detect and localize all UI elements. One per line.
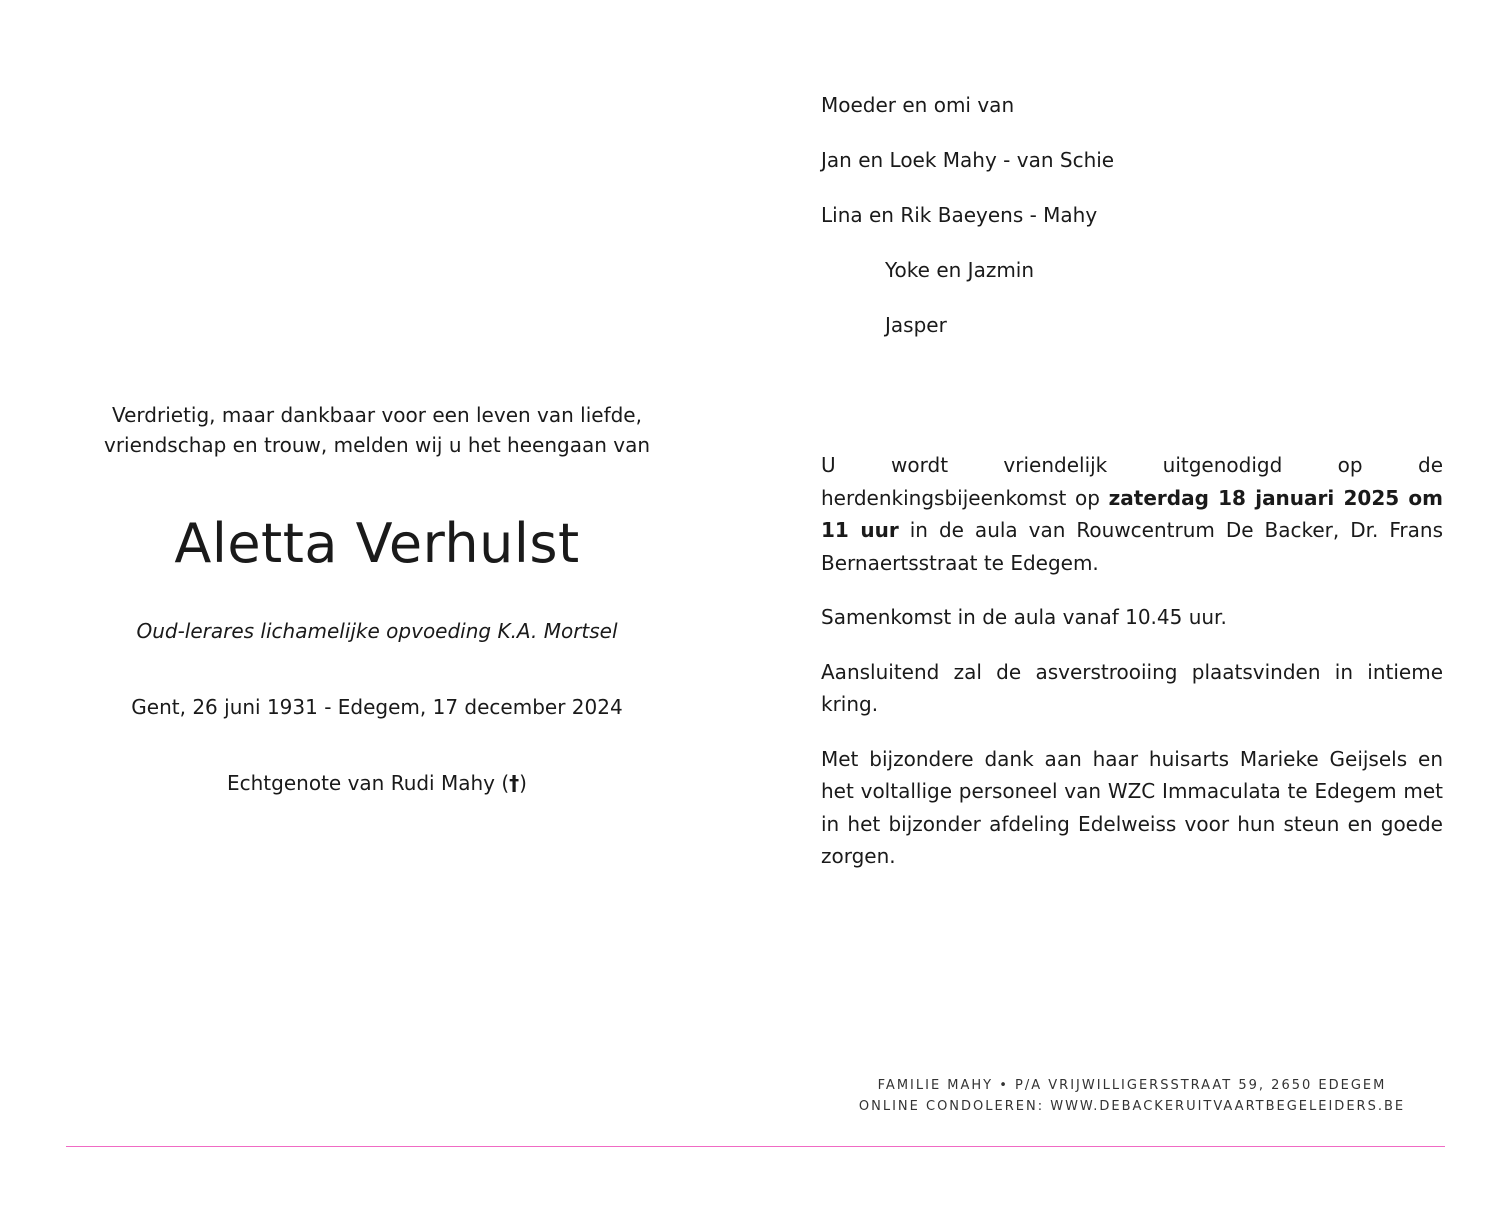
invitation-paragraph	[821, 449, 1443, 579]
pink-divider	[66, 1146, 1445, 1147]
spouse-line	[60, 768, 694, 798]
announcement-section	[60, 400, 694, 798]
family-heading: Moeder en omi van	[821, 93, 1015, 117]
thanks-paragraph: Met bijzondere dank aan haar huisarts Marieke Geijsels en het voltallige personeel van WZC Immaculata te Edegem met in het bijzonder afdeling Edelweiss voor hun steun en goede zorgen.	[821, 746, 1443, 868]
family-member: Lina en Rik Baeyens - Mahy	[821, 203, 1098, 227]
life-dates: Gent, 26 juni 1931 - Edegem, 17 december 2024	[131, 695, 623, 719]
intro-text	[60, 400, 694, 460]
cross-icon: †	[509, 771, 520, 795]
grandchild: Yoke en Jazmin	[885, 258, 1035, 282]
intro-line-1: Verdrietig, maar dankbaar voor een leven van liefde,	[112, 403, 642, 427]
ash-scattering-paragraph: Aansluitend zal de asverstrooiing plaatsvinden in intieme kring.	[821, 659, 1443, 716]
family-section	[821, 90, 1443, 365]
deceased-name: Aletta Verhulst	[174, 512, 580, 575]
invitation-text-start: U wordt vriendelijk uitgenodigd op de herdenkingsbijeenkomst op	[821, 453, 1443, 510]
footer-address: FAMILIE MAHY • P/A VRIJWILLIGERSSTRAAT 59, 2650 EDEGEM	[877, 1078, 1387, 1093]
spouse-prefix: Echtgenote van Rudi Mahy (	[227, 771, 510, 795]
grandchild: Jasper	[885, 313, 947, 337]
ceremony-datetime: zaterdag 18 januari 2025 om 11 uur	[821, 485, 1443, 542]
invitation-text-end: in de aula van Rouwcentrum De Backer, Dr. Frans Bernaertsstraat te Edegem.	[821, 518, 1443, 575]
footer-condolence-link[interactable]: ONLINE CONDOLEREN: WWW.DEBACKERUITVAARTBEGELEIDERS.BE	[858, 1099, 1406, 1114]
gathering-paragraph: Samenkomst in de aula vanaf 10.45 uur.	[821, 605, 1227, 629]
intro-line-2: vriendschap en trouw, melden wij u het heengaan van	[103, 433, 651, 457]
occupation: Oud-lerares lichamelijke opvoeding K.A. Mortsel	[136, 619, 618, 643]
invitation-section	[821, 449, 1443, 895]
footer	[821, 1075, 1443, 1117]
spouse-suffix: )	[519, 771, 527, 795]
family-member: Jan en Loek Mahy - van Schie	[821, 148, 1115, 172]
